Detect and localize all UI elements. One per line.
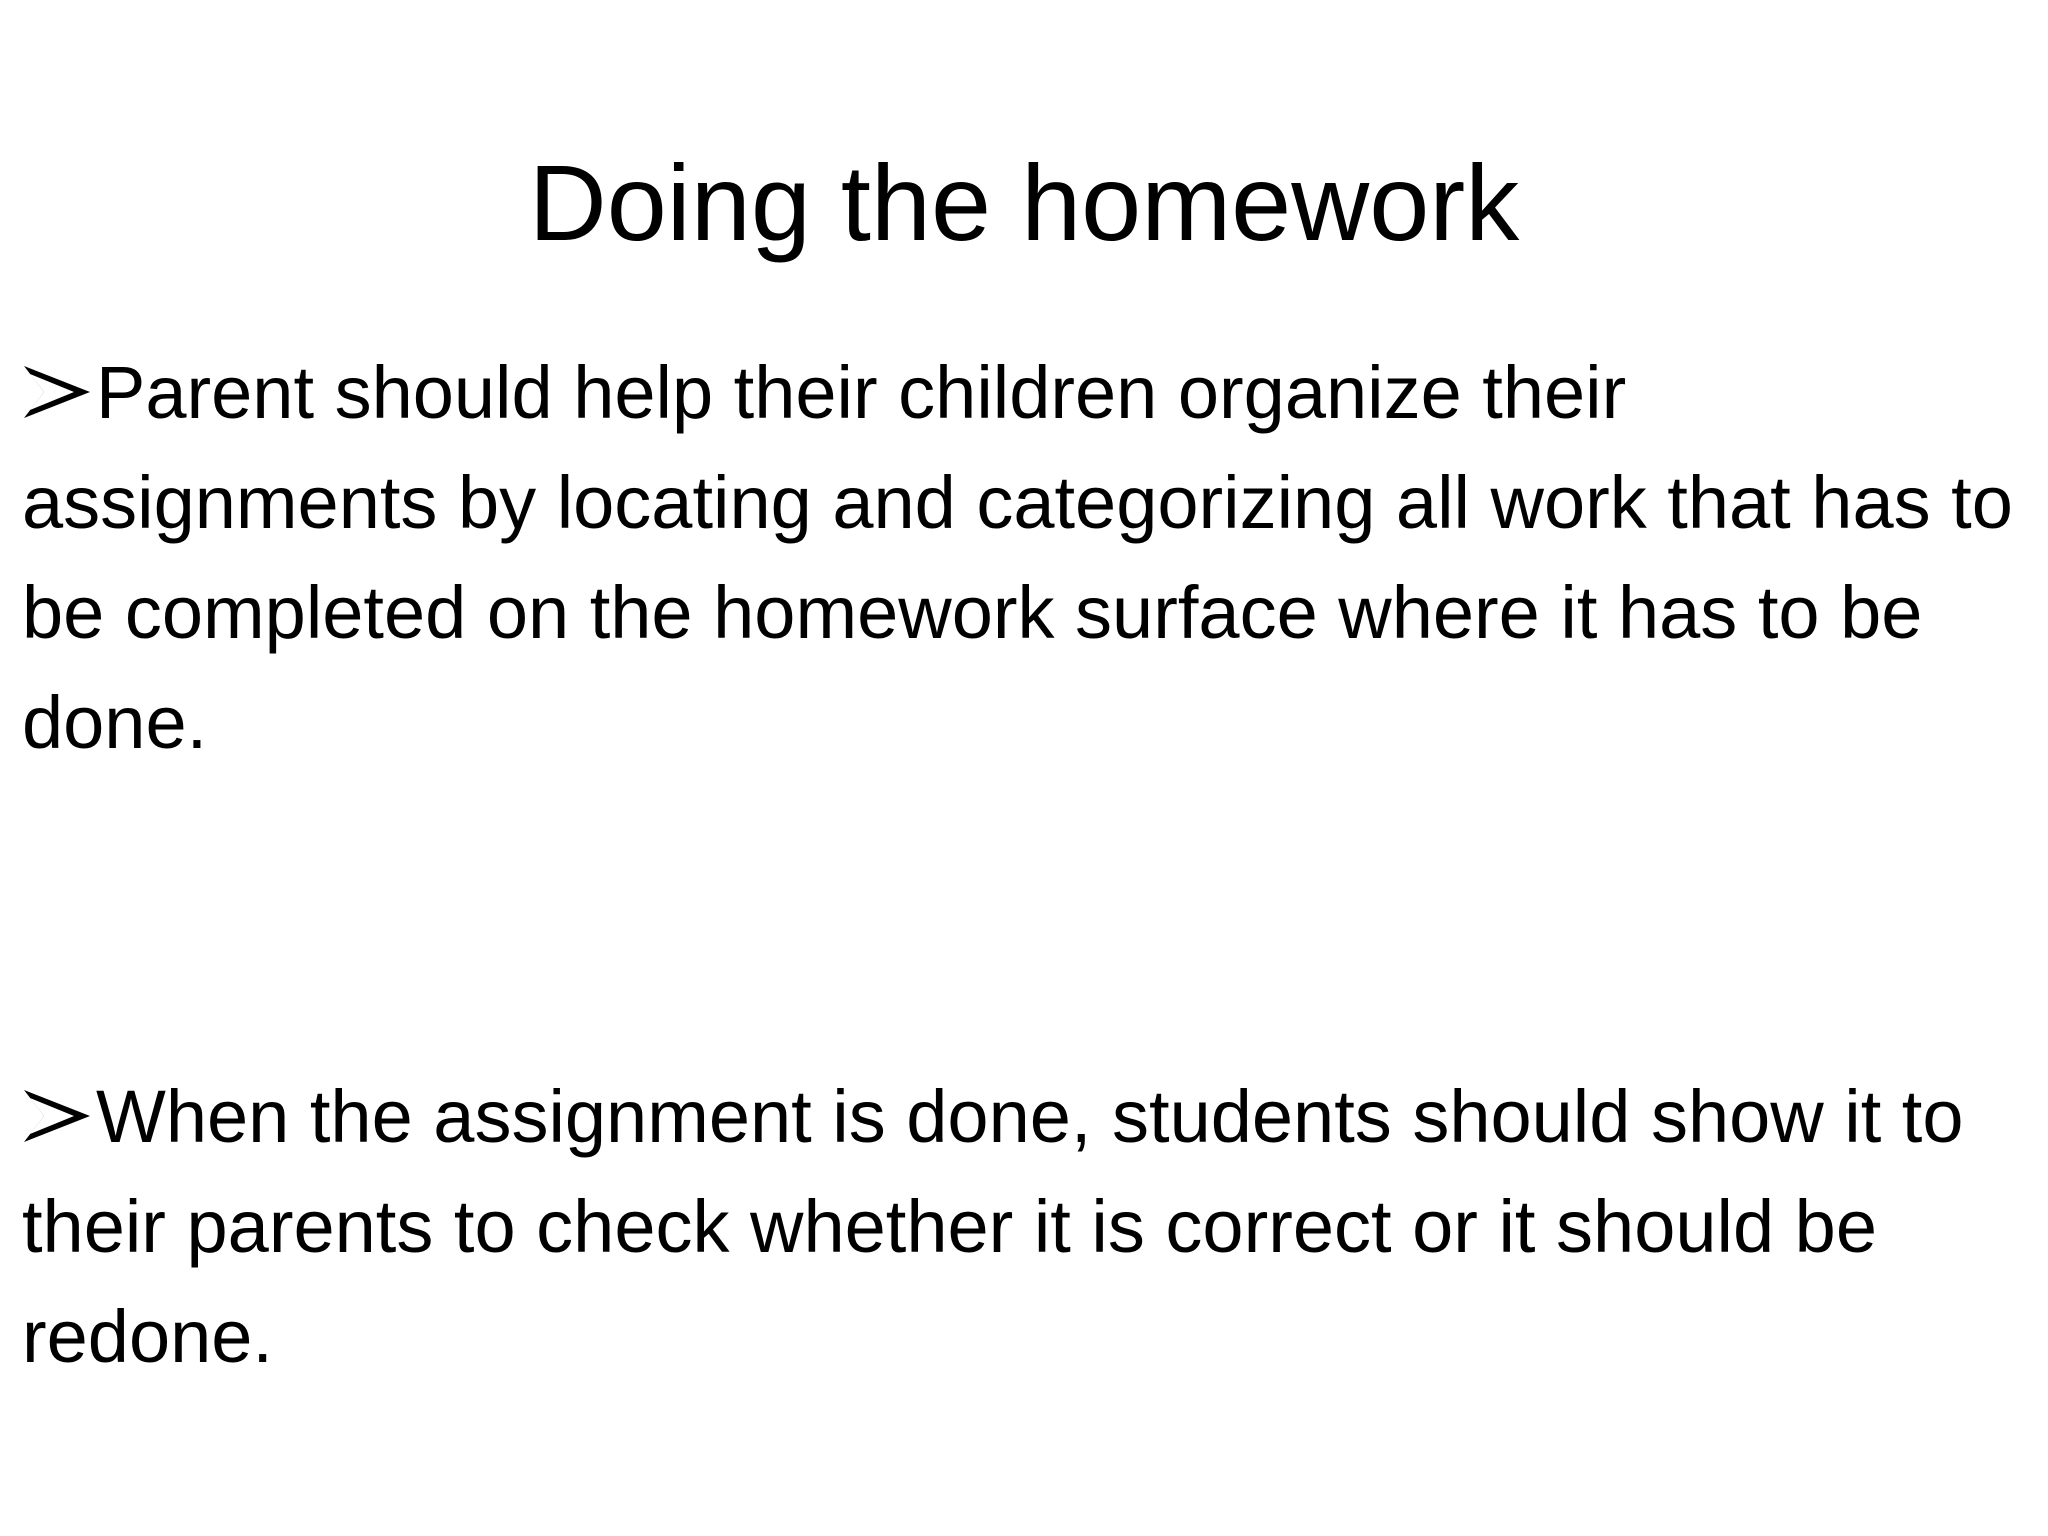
bullet-text-1: Parent should help their children organize their assignments by locating and categorizing all work that has to be completed on the homework surface where it has to be done. bbox=[22, 351, 2013, 764]
bullet-text-2: When the assignment is done, students should show it to their parents to check whether it is correct or it should be redone. bbox=[22, 1075, 1964, 1378]
arrowhead-bullet-icon bbox=[22, 362, 94, 422]
slide-title: Doing the homework bbox=[528, 142, 1520, 263]
arrowhead-bullet-icon bbox=[22, 1086, 94, 1146]
bullet-item-1 bbox=[22, 338, 2032, 778]
bullet-item-2 bbox=[22, 1062, 2032, 1392]
